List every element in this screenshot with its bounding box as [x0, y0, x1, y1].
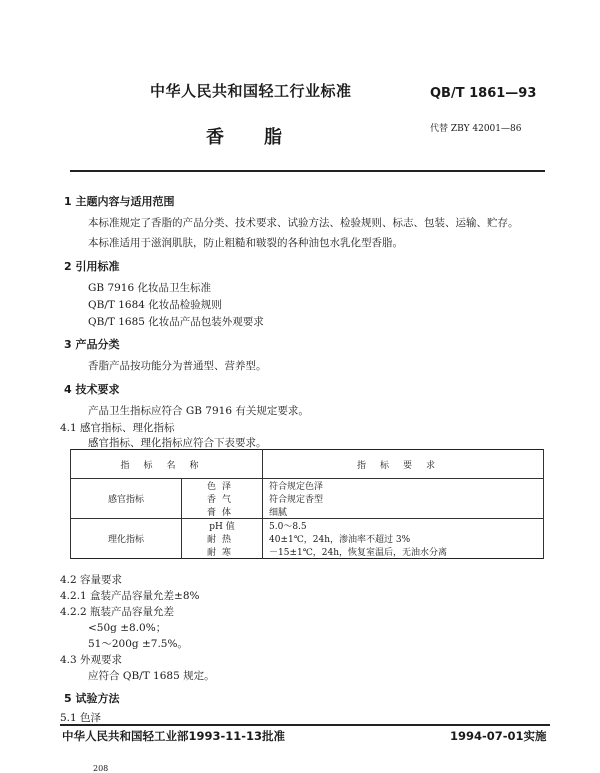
effective-date: 1994-07-01实施 [450, 729, 547, 743]
header-divider [70, 170, 545, 172]
reference-item: QB/T 1685 化妆品产品包装外观要求 [88, 316, 264, 328]
reference-item: QB/T 1684 化妆品检验规则 [88, 299, 222, 311]
subsection-4-2-1: 4.2.1 盒装产品容量允差±8% [60, 590, 200, 602]
section-5-heading: 5 试验方法 [64, 692, 120, 705]
table-item: 耐热 [182, 532, 263, 545]
capacity-tolerance-large: 51～200g ±7.5%。 [88, 638, 188, 650]
section-4-paragraph: 产品卫生指标应符合 GB 7916 有关规定要求。 [88, 405, 309, 417]
table-header-name: 指标名称 [71, 450, 263, 479]
subsection-4-1-heading: 4.1 感官指标、理化指标 [60, 422, 175, 434]
table-requirement: 符合规定香型 [263, 492, 544, 505]
replaces-note: 代替 ZBY 42001—86 [430, 124, 522, 134]
table-requirement: 符合规定色泽 [263, 479, 544, 493]
table-requirement: －15±1℃，24h，恢复室温后，无油水分离 [263, 545, 544, 559]
section-2-heading: 2 引用标准 [64, 260, 120, 273]
section-1-heading: 1 主题内容与适用范围 [64, 195, 175, 208]
standard-code: QB/T 1861—93 [430, 86, 537, 101]
subsection-4-2-2: 4.2.2 瓶装产品容量允差 [60, 606, 175, 618]
subsection-5-1-heading: 5.1 色泽 [60, 712, 102, 724]
page-number: 208 [93, 764, 109, 773]
physchem-category: 理化指标 [71, 519, 182, 559]
subsection-4-3-paragraph: 应符合 QB/T 1685 规定。 [88, 670, 215, 682]
subsection-4-3-heading: 4.3 外观要求 [60, 654, 123, 666]
table-item: 耐寒 [182, 545, 263, 559]
footer-divider [60, 724, 550, 726]
table-item: pH 值 [182, 519, 263, 533]
section-1-paragraph-2: 本标准适用于滋润肌肤，防止粗糙和皲裂的各种油包水乳化型香脂。 [88, 237, 403, 249]
section-3-heading: 3 产品分类 [64, 338, 120, 351]
subsection-4-1-paragraph: 感官指标、理化指标应符合下表要求。 [88, 437, 267, 449]
sensory-category: 感官指标 [71, 479, 182, 519]
table-item: 色泽 [182, 479, 263, 493]
table-requirement: 细腻 [263, 505, 544, 519]
capacity-tolerance-small: <50g ±8.0%； [88, 622, 167, 634]
table-requirement: 5.0～8.5 [263, 519, 544, 533]
table-item: 香气 [182, 492, 263, 505]
table-header-requirement: 指标要求 [263, 450, 544, 479]
subsection-4-2-heading: 4.2 容量要求 [60, 574, 123, 586]
issuer-approval: 中华人民共和国轻工业部1993-11-13批准 [62, 729, 286, 743]
specification-table [70, 449, 544, 559]
section-3-paragraph: 香脂产品按功能分为普通型、营养型。 [88, 360, 267, 372]
standard-org-title: 中华人民共和国轻工行业标准 [150, 82, 352, 100]
table-row [71, 519, 544, 533]
table-item: 膏体 [182, 505, 263, 519]
section-1-paragraph-1: 本标准规定了香脂的产品分类、技术要求、试验方法、检验规则、标志、包装、运输、贮存。 [88, 217, 519, 229]
table-requirement: 40±1℃，24h，渗油率不超过 3% [263, 532, 544, 545]
section-4-heading: 4 技术要求 [64, 383, 120, 396]
document-title: 香脂 [206, 127, 322, 148]
reference-item: GB 7916 化妆品卫生标准 [88, 282, 212, 294]
table-row [71, 479, 544, 493]
